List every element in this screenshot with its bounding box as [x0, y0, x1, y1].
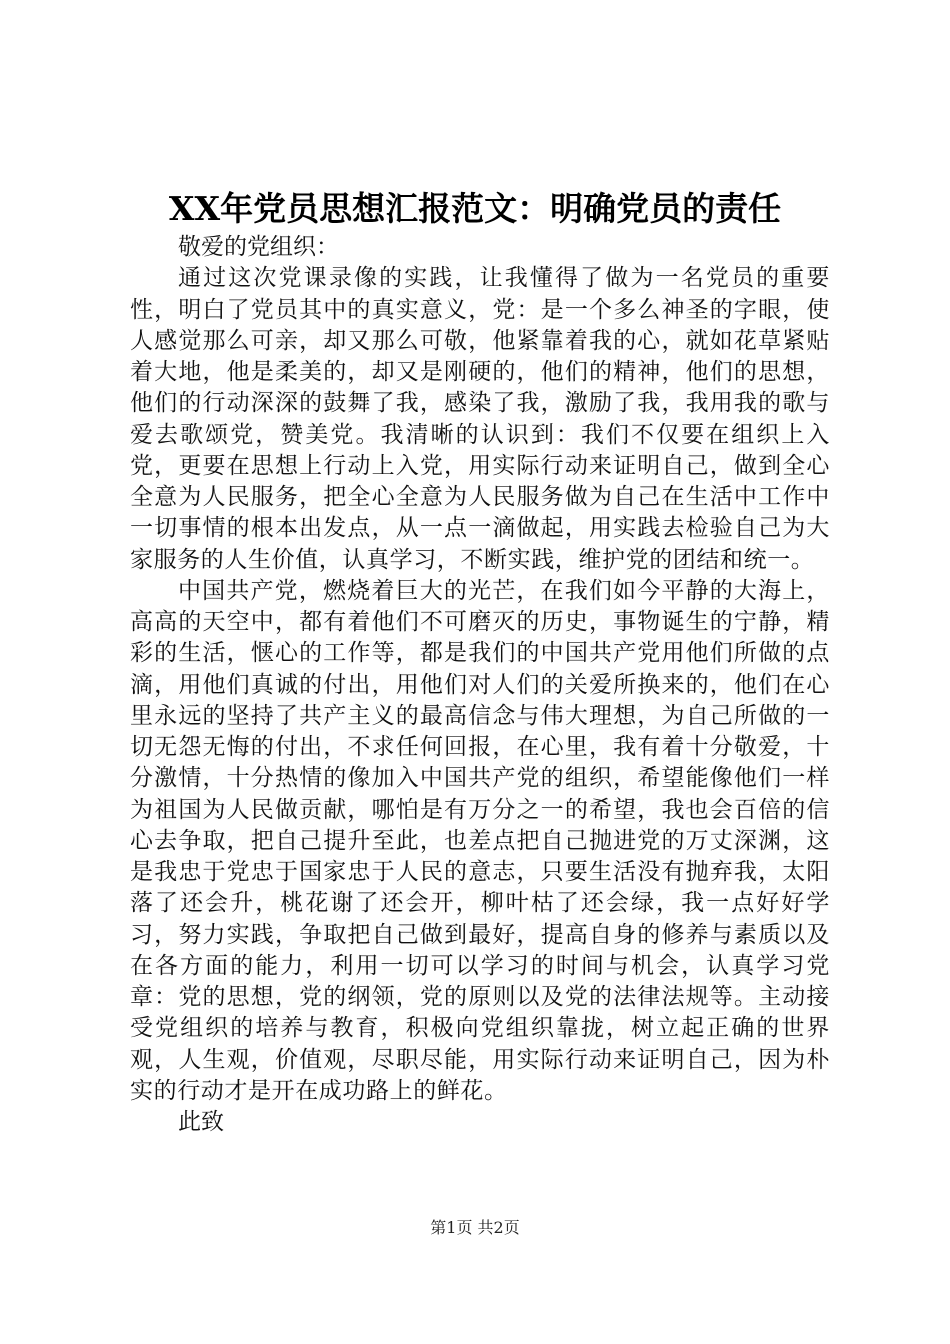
closing: 此致: [178, 1109, 224, 1135]
paragraph-1: 通过这次党课录像的实践，让我懂得了做为一名党员的重要性，明白了党员其中的真实意义，党：是一个多么神圣的字眼，使人感觉那么可亲，却又那么可敬，他紧靠着我的心，就如花草紧贴着大地，他是柔美的，却又是刚硬的，他们的精神，他们的思想，他们的行动深深的鼓舞了我，感染了我，激励了我，我用我的歌与爱去歌颂党，赞美党。我清晰的认识到：我们不仅要在组织上入党，更要在思想上行动上入党，用实际行动来证明自己，做到全心全意为人民服务，把全心全意为人民服务做为自己在生活中工作中一切事情的根本出发点，从一点一滴做起，用实践去检验自己为大家服务的人生价值，认真学习，不断实践，维护党的团结和统一。: [130, 265, 830, 573]
salutation: 敬爱的党组织：: [178, 234, 339, 260]
document-body: [130, 232, 830, 1138]
page-indicator: 第1页 共2页: [430, 1218, 520, 1237]
document-title: XX年党员思想汇报范文：明确党员的责任: [168, 189, 782, 228]
paragraph-2: 中国共产党，燃烧着巨大的光芒，在我们如今平静的大海上，高高的天空中，都有着他们不可磨灭的历史，事物诞生的宁静，精彩的生活，惬心的工作等，都是我们的中国共产党用他们所做的点滴，用他们真诚的付出，用他们对人们的关爱所换来的，他们在心里永远的坚持了共产主义的最高信念与伟大理想，为自己所做的一切无怨无悔的付出，不求任何回报，在心里，我有着十分敬爱，十分激情，十分热情的像加入中国共产党的组织，希望能像他们一样为祖国为人民做贡献，哪怕是有万分之一的希望，我也会百倍的信心去争取，把自己提升至此，也差点把自己抛进党的万丈深渊，这是我忠于党忠于国家忠于人民的意志，只要生活没有抛弃我，太阳落了还会升，桃花谢了还会开，柳叶枯了还会绿，我一点好好学习，努力实践，争取把自己做到最好，提高自身的修养与素质以及在各方面的能力，利用一切可以学习的时间与机会，认真学习党章：党的思想，党的纲领，党的原则以及党的法律法规等。主动接受党组织的培养与教育，积极向党组织靠拢，树立起正确的世界观，人生观，价值观，尽职尽能，用实际行动来证明自己，因为朴实的行动才是开在成功路上的鲜花。: [130, 577, 830, 1104]
